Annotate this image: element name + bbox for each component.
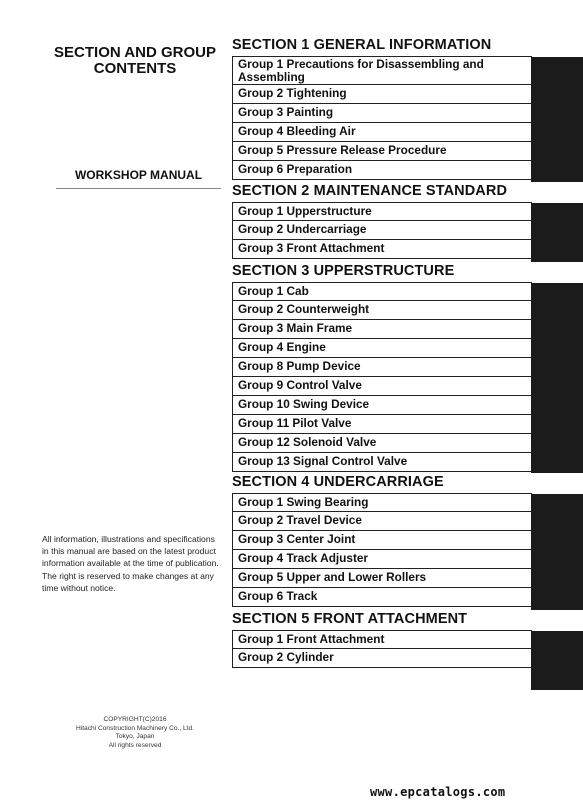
copyright-line: Hitachi Construction Machinery Co., Ltd. (75, 724, 194, 732)
group-entry[interactable]: Group 1 Upperstructure (232, 202, 532, 221)
group-entry[interactable]: Group 10 Swing Device (232, 396, 532, 415)
copyright-line: COPYRIGHT(C)2016 (103, 716, 167, 723)
section-heading: SECTION 4 UNDERCARRIAGE (232, 474, 444, 490)
group-entry[interactable]: Group 13 Signal Control Valve (232, 453, 532, 472)
manual-type-label: WORKSHOP MANUAL (74, 168, 203, 182)
section-edge-tab[interactable] (531, 57, 583, 182)
group-entry[interactable]: Group 2 Tightening (232, 85, 532, 104)
group-entry[interactable]: Group 1 Cab (232, 282, 532, 301)
group-entry[interactable]: Group 12 Solenoid Valve (232, 434, 532, 453)
group-entry[interactable]: Group 3 Main Frame (232, 320, 532, 339)
group-entry[interactable]: Group 5 Upper and Lower Rollers (232, 569, 532, 588)
section-edge-tab[interactable] (531, 203, 583, 262)
group-entry[interactable]: Group 6 Preparation (232, 161, 532, 180)
group-entry[interactable]: Group 4 Bleeding Air (232, 123, 532, 142)
section-heading: SECTION 5 FRONT ATTACHMENT (232, 611, 468, 627)
section-edge-tab[interactable] (531, 283, 583, 473)
group-entry[interactable]: Group 8 Pump Device (232, 358, 532, 377)
section-heading: SECTION 3 UPPERSTRUCTURE (232, 263, 455, 279)
group-entry[interactable]: Group 2 Travel Device (232, 512, 532, 531)
group-entry[interactable]: Group 3 Front Attachment (232, 240, 532, 259)
divider (56, 188, 221, 189)
copyright-line: Tokyo, Japan (115, 733, 155, 741)
group-entry[interactable]: Group 2 Cylinder (232, 649, 532, 668)
section-heading: SECTION 2 MAINTENANCE STANDARD (232, 183, 508, 199)
copyright-block (40, 716, 230, 750)
group-entry[interactable]: Group 3 Painting (232, 104, 532, 123)
group-entry[interactable]: Group 6 Track (232, 588, 532, 607)
group-list (232, 202, 532, 259)
page-title (40, 45, 230, 77)
group-list (232, 282, 532, 472)
page-title-line1: SECTION AND GROUP (54, 44, 216, 61)
group-entry[interactable]: Group 5 Pressure Release Procedure (232, 142, 532, 161)
group-entry[interactable]: Group 4 Track Adjuster (232, 550, 532, 569)
group-entry[interactable]: Group 2 Counterweight (232, 301, 532, 320)
group-entry[interactable]: Group 4 Engine (232, 339, 532, 358)
page-title-line2: CONTENTS (93, 60, 177, 77)
disclaimer-text: All information, illustrations and specifications in this manual are based on the latest product information available at the time of publication. The right is reserved to make changes at any time without notice. (42, 534, 219, 593)
section-edge-tab[interactable] (531, 631, 583, 690)
group-entry[interactable]: Group 1 Front Attachment (232, 630, 532, 649)
website-watermark: www.epcatalogs.com (370, 785, 506, 799)
copyright-line: All rights reserved (108, 741, 162, 749)
group-list (232, 630, 532, 668)
group-entry[interactable]: Group 1 Swing Bearing (232, 493, 532, 512)
group-entry[interactable]: Group 2 Undercarriage (232, 221, 532, 240)
group-entry[interactable]: Group 3 Center Joint (232, 531, 532, 550)
group-list (232, 493, 532, 607)
group-entry[interactable]: Group 9 Control Valve (232, 377, 532, 396)
group-entry[interactable]: Group 11 Pilot Valve (232, 415, 532, 434)
section-heading: SECTION 1 GENERAL INFORMATION (232, 37, 492, 53)
group-entry[interactable]: Group 1 Precautions for Disassembling and Assembling (232, 56, 532, 85)
section-edge-tab[interactable] (531, 494, 583, 610)
group-list (232, 56, 532, 180)
